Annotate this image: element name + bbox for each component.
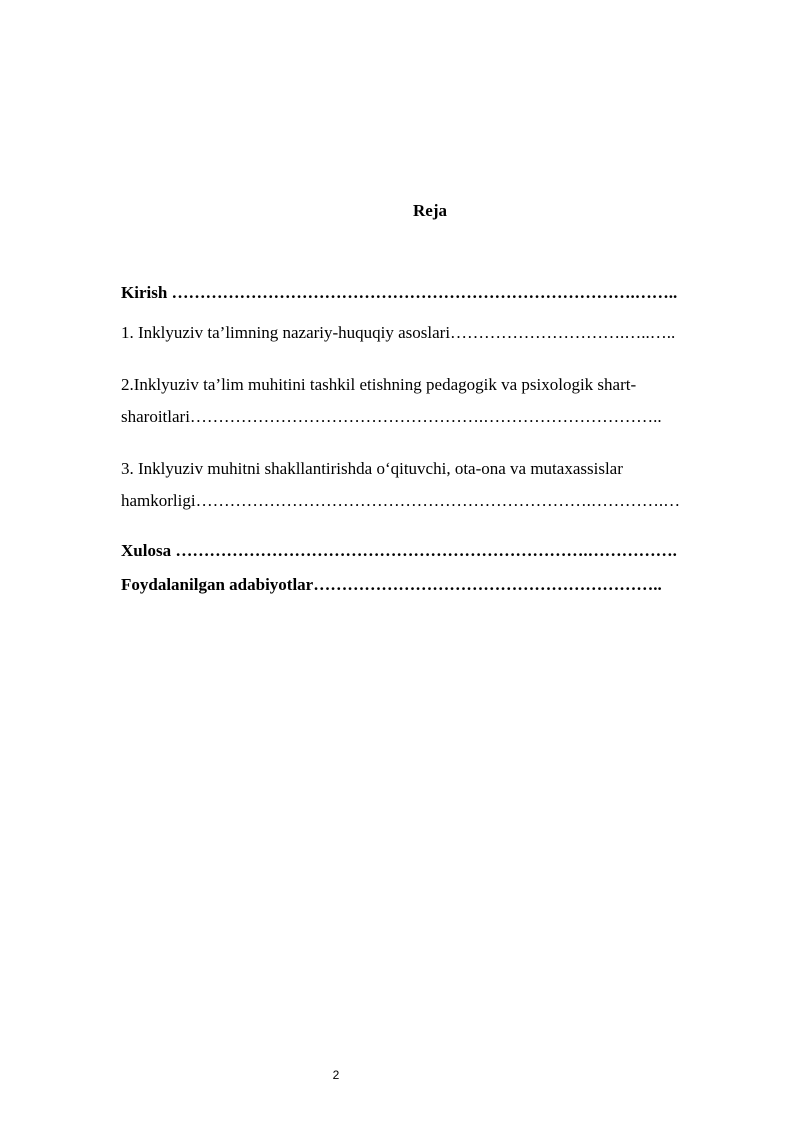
page-number: 2 [332,1068,340,1082]
toc-entry-chapter-1: 1. Inklyuziv ta’limning nazariy-huquqiy asoslari………………………….…..….. [121,323,676,342]
toc-entry-chapter-2-line-2: sharoitlari…………………………………………….………………………….. [121,407,662,426]
page-title: Reja [413,201,447,220]
toc-entry-references: Foydalanilgan adabiyotlar…………………………………………………….. [121,575,662,594]
toc-entry-chapter-2-line-1: 2.Inklyuziv ta’lim muhitini tashkil etishning pedagogik va psixologik shart- [121,375,637,394]
toc-entry-conclusion: Xulosa ……………………………………………………………….……………. [121,541,677,560]
toc-entry-introduction: Kirish ……………………………………………………………………….…….. [121,283,678,302]
toc-entry-chapter-3-line-1: 3. Inklyuziv muhitni shakllantirishda o‘qituvchi, ota-ona va mutaxassislar [121,459,623,478]
toc-entry-chapter-3-line-2: hamkorligi…………………………………………………………….………….… [121,491,681,510]
